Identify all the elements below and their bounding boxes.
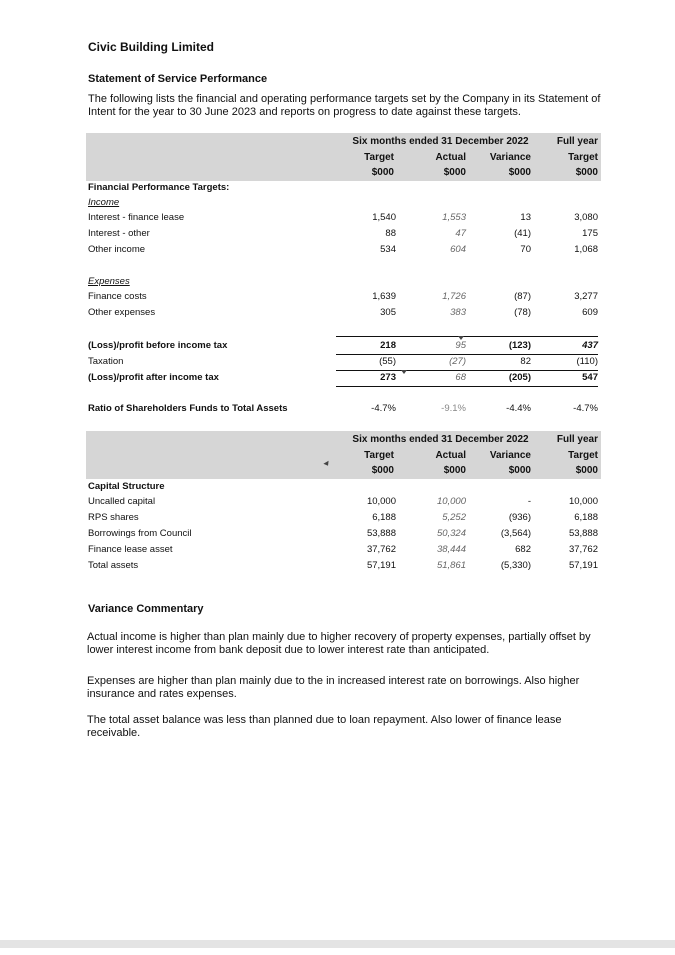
performance-table xyxy=(86,133,601,423)
actual-value: 604 xyxy=(450,244,466,255)
variance-value: (5,330) xyxy=(500,560,531,571)
col-actual: Actual xyxy=(435,152,466,163)
target-value: 57,191 xyxy=(366,560,396,571)
tax-row xyxy=(86,356,601,371)
target-value: 37,762 xyxy=(366,544,396,555)
commentary-paragraph: Actual income is higher than plan mainly due to higher recovery of property expenses, partially offset by lower interest income from bank deposit due to lower interest rate than anticipated. xyxy=(87,631,591,656)
table-row xyxy=(86,512,601,527)
target-value: (55) xyxy=(379,356,396,367)
row-label: (Loss)/profit after income tax xyxy=(88,372,219,383)
actual-value: 1,726 xyxy=(442,291,466,302)
full-year-value: -4.7% xyxy=(573,403,598,414)
page-bottom-edge xyxy=(0,940,675,948)
unit-target: $000 xyxy=(371,167,394,178)
variance-value: 13 xyxy=(520,212,531,223)
full-year-header: Full year xyxy=(556,434,598,445)
target-value: -4.7% xyxy=(371,403,396,414)
actual-value: -9.1% xyxy=(441,403,466,414)
full-year-value: 6,188 xyxy=(574,512,598,523)
actual-value: 95 xyxy=(455,340,466,351)
table-row xyxy=(86,291,601,306)
actual-value: 10,000 xyxy=(436,496,466,507)
full-year-value: 609 xyxy=(582,307,598,318)
target-value: 88 xyxy=(385,228,396,239)
total-rule xyxy=(336,336,598,337)
table-row xyxy=(86,244,601,259)
unit-variance: $000 xyxy=(508,465,531,476)
col-actual: Actual xyxy=(435,450,466,461)
fin-targets-label: Financial Performance Targets: xyxy=(88,182,230,193)
variance-value: 70 xyxy=(520,244,531,255)
variance-value: (41) xyxy=(514,228,531,239)
expenses-heading-row xyxy=(86,276,601,291)
actual-value: 1,553 xyxy=(442,212,466,223)
full-year-value: (110) xyxy=(576,356,598,367)
full-year-header: Full year xyxy=(556,136,598,147)
full-year-value: 57,191 xyxy=(568,560,598,571)
table-row xyxy=(86,544,601,559)
full-year-value: 53,888 xyxy=(568,528,598,539)
unit-actual: $000 xyxy=(443,167,466,178)
variance-value: (78) xyxy=(514,307,531,318)
variance-value: -4.4% xyxy=(506,403,531,414)
pat-row xyxy=(86,372,601,387)
unit-actual: $000 xyxy=(443,465,466,476)
unit-full: $000 xyxy=(575,167,598,178)
actual-value: 50,324 xyxy=(436,528,466,539)
variance-value: (936) xyxy=(508,512,531,523)
row-label: Ratio of Shareholders Funds to Total Assets xyxy=(88,403,288,414)
actual-value: 68 xyxy=(455,372,466,383)
commentary-title: Variance Commentary xyxy=(88,603,204,615)
period-header: Six months ended 31 December 2022 xyxy=(352,434,529,445)
actual-value: 383 xyxy=(450,307,466,318)
total-rule xyxy=(336,370,598,371)
row-label: Interest - finance lease xyxy=(88,212,185,223)
actual-value: 5,252 xyxy=(442,512,466,523)
col-target: Target xyxy=(364,152,394,163)
row-label: Finance lease asset xyxy=(88,544,173,555)
full-year-value: 3,277 xyxy=(574,291,598,302)
full-year-value: 175 xyxy=(582,228,598,239)
variance-value: (205) xyxy=(508,372,531,383)
target-value: 53,888 xyxy=(366,528,396,539)
variance-value: (3,564) xyxy=(500,528,531,539)
pbt-row xyxy=(86,340,601,355)
table-row xyxy=(86,496,601,511)
total-rule xyxy=(336,386,598,387)
full-year-value: 547 xyxy=(582,372,598,383)
full-year-value: 37,762 xyxy=(568,544,598,555)
actual-value: (27) xyxy=(449,356,466,367)
row-label: Total assets xyxy=(88,560,139,571)
table-row xyxy=(86,528,601,543)
actual-value: 38,444 xyxy=(436,544,466,555)
capital-table xyxy=(86,431,601,581)
target-value: 273 xyxy=(380,372,396,383)
table-row xyxy=(86,560,601,575)
capital-heading-row xyxy=(86,481,601,496)
row-label: Other income xyxy=(88,244,146,255)
ratio-row xyxy=(86,403,601,418)
target-value: 305 xyxy=(380,307,396,318)
capital-structure-label: Capital Structure xyxy=(88,481,165,492)
variance-value: (87) xyxy=(514,291,531,302)
full-year-value: 437 xyxy=(582,340,598,351)
variance-value: - xyxy=(527,496,531,507)
subtotal-rule xyxy=(336,354,598,355)
unit-full: $000 xyxy=(575,465,598,476)
row-label: Other expenses xyxy=(88,307,156,318)
fin-targets-row xyxy=(86,182,601,197)
statement-title: Statement of Service Performance xyxy=(88,73,268,85)
income-label: Income xyxy=(88,197,120,208)
target-value: 6,188 xyxy=(372,512,396,523)
target-value: 1,540 xyxy=(372,212,396,223)
row-label: Uncalled capital xyxy=(88,496,156,507)
row-label: Interest - other xyxy=(88,228,150,239)
table-row xyxy=(86,307,601,322)
variance-value: 682 xyxy=(515,544,531,555)
target-value: 10,000 xyxy=(366,496,396,507)
target-value: 1,639 xyxy=(372,291,396,302)
variance-value: 82 xyxy=(520,356,531,367)
expenses-label: Expenses xyxy=(88,276,130,287)
row-label: RPS shares xyxy=(88,512,139,523)
target-value: 218 xyxy=(380,340,396,351)
row-label: (Loss)/profit before income tax xyxy=(88,340,228,351)
target-value: 534 xyxy=(380,244,396,255)
full-year-value: 10,000 xyxy=(568,496,598,507)
commentary-paragraph: Expenses are higher than plan mainly due to the in increased interest rate on borrowings. Also higher insurance and rates expenses. xyxy=(87,675,580,700)
period-header: Six months ended 31 December 2022 xyxy=(352,136,529,147)
row-label: Borrowings from Council xyxy=(88,528,192,539)
commentary-paragraph: The total asset balance was less than planned due to loan repayment. Also lower of finance lease receivable. xyxy=(87,714,562,739)
row-label: Taxation xyxy=(88,356,124,367)
actual-value: 51,861 xyxy=(436,560,466,571)
unit-target: $000 xyxy=(371,465,394,476)
table-row xyxy=(86,212,601,227)
company-name: Civic Building Limited xyxy=(88,40,215,54)
variance-value: (123) xyxy=(508,340,531,351)
table-row xyxy=(86,228,601,243)
unit-variance: $000 xyxy=(508,167,531,178)
intro-paragraph: The following lists the financial and operating performance targets set by the Company in its Statement of Intent for the year to 30 June 2023 and reports on progress to date against these targets. xyxy=(88,93,601,118)
actual-value: 47 xyxy=(455,228,466,239)
col-variance: Variance xyxy=(489,152,531,163)
col-full-target: Target xyxy=(568,152,598,163)
col-variance: Variance xyxy=(489,450,531,461)
row-label: Finance costs xyxy=(88,291,147,302)
full-year-value: 1,068 xyxy=(574,244,598,255)
income-heading-row xyxy=(86,197,601,212)
col-target: Target xyxy=(364,450,394,461)
full-year-value: 3,080 xyxy=(574,212,598,223)
col-full-target: Target xyxy=(568,450,598,461)
